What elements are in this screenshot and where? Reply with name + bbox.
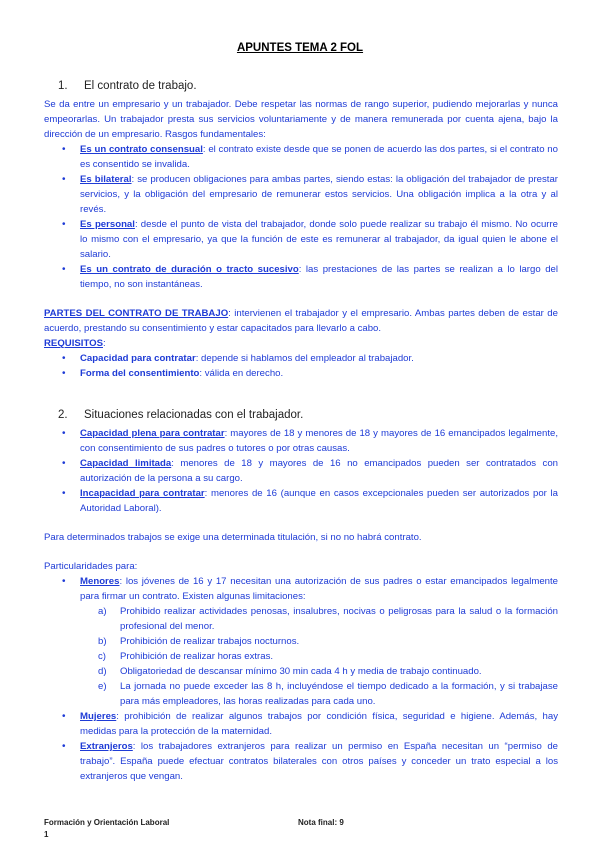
- list-item: [80, 574, 558, 709]
- partes-text: : intervienen el trabajador y el empresario. Ambas partes deben de estar de acuerdo, prestando su consentimiento y estar capacitados para llevarlo a cabo.: [44, 308, 558, 334]
- partes-paragraph: [44, 306, 558, 336]
- list-item: [80, 262, 558, 292]
- extranjeros-text: : los trabajadores extranjeros para realizar un permiso en España necesitan un “permiso de trabajo”. España puede efectuar contratos bilaterales con otros países y conceder un trato especial a los extranjeros que vengan.: [80, 741, 558, 782]
- trait-term: Es un contrato de duración o tracto sucesivo: [80, 264, 299, 275]
- limitacion-item: [98, 649, 558, 664]
- page-number: 1: [44, 830, 49, 839]
- list-item: [80, 709, 558, 739]
- requisitos-term: REQUISITOS: [44, 338, 103, 349]
- list-item: [80, 366, 558, 381]
- trait-text: : desde el punto de vista del trabajador, donde solo puede realizar su trabajo él mismo. No ocurre lo mismo con el empresario, ya que la función de este es remunerar al trabajador, da igual quien le abone el salario.: [80, 219, 559, 260]
- list-item: [80, 739, 558, 784]
- menores-text: : los jóvenes de 16 y 17 necesitan una autorización de sus padres o estar emancipados legalmente para firmar un contrato. Existen algunas limitaciones:: [80, 576, 558, 602]
- list-item: [80, 426, 558, 456]
- requisito-text: : depende si hablamos del empleador al trabajador.: [195, 353, 414, 364]
- trait-term: Es personal: [80, 219, 135, 230]
- document-body: [44, 78, 558, 784]
- section-1-number: 1.: [58, 80, 68, 92]
- titulacion-paragraph: Para determinados trabajos se exige una determinada titulación, si no no habrá contrato.: [44, 532, 422, 543]
- limitacion-item: [98, 664, 558, 679]
- particularidades-label: Particularidades para:: [44, 561, 138, 572]
- limitacion-item: [98, 679, 558, 709]
- limitacion-marker: b): [98, 636, 107, 647]
- section-2-title: Situaciones relacionadas con el trabajador.: [84, 409, 304, 421]
- limitacion-text: Prohibido realizar actividades penosas, insalubres, nocivas o peligrosas para la salud o la formación profesional del menor.: [120, 606, 558, 632]
- capacity-term: Capacidad limitada: [80, 458, 172, 469]
- section-1-title: El contrato de trabajo.: [84, 80, 197, 92]
- requisito-term: Capacidad para contratar: [80, 353, 196, 364]
- footer-grade: Nota final: 9: [298, 818, 344, 827]
- trait-term: Es bilateral: [80, 174, 132, 185]
- trait-term: Es un contrato consensual: [80, 144, 203, 155]
- partes-term: PARTES DEL CONTRATO DE TRABAJO: [44, 308, 229, 319]
- list-item: [80, 486, 558, 516]
- capacity-text: : menores de 16 (aunque en casos excepcionales pueden ser autorizados por la Autoridad Laboral).: [80, 488, 558, 514]
- limitacion-text: Obligatoriedad de descansar mínimo 30 min cada 4 h y media de trabajo continuado.: [120, 666, 482, 677]
- section-1-heading: [58, 78, 558, 94]
- mujeres-term: Mujeres: [80, 711, 117, 722]
- limitacion-text: Prohibición de realizar trabajos nocturnos.: [120, 636, 300, 647]
- footer-subject: Formación y Orientación Laboral: [44, 818, 170, 827]
- list-item: [80, 172, 558, 217]
- limitaciones-list: [80, 604, 558, 709]
- requisito-text: : válida en derecho.: [199, 368, 284, 379]
- requisitos-heading: [44, 336, 558, 351]
- capacity-term: Incapacidad para contratar: [80, 488, 205, 499]
- capacity-list: [44, 426, 558, 516]
- capacity-text: : menores de 18 y mayores de 16 no emancipados pueden ser contratados con autorización de la persona a su cargo.: [80, 458, 558, 484]
- trait-text: : se producen obligaciones para ambas partes, siendo estas: la obligación del trabajador de prestar servicios, y la obligación del empresario de remunerar estos servicios. Una obligación implica a la otra y al revés.: [80, 174, 558, 215]
- limitacion-marker: c): [98, 651, 106, 662]
- document-title: APUNTES TEMA 2 FOL: [236, 42, 364, 54]
- requisitos-list: [44, 351, 558, 381]
- particularidades-list: [44, 574, 558, 784]
- extranjeros-term: Extranjeros: [80, 741, 133, 752]
- traits-list: [44, 142, 558, 292]
- list-item: [80, 217, 558, 262]
- requisitos-colon: :: [103, 338, 106, 349]
- list-item: [80, 351, 558, 366]
- capacity-term: Capacidad plena para contratar: [80, 428, 225, 439]
- trait-text: : las prestaciones de las partes se realizan a lo largo del tiempo, no son instantáneas.: [80, 264, 558, 290]
- trait-text: : el contrato existe desde que se ponen de acuerdo las dos partes, si el contrato no es consentido se invalida.: [80, 144, 558, 170]
- requisito-term: Forma del consentimiento: [80, 368, 200, 379]
- limitacion-text: La jornada no puede exceder las 8 h, incluyéndose el tiempo dedicado a la formación, y si trabajase para más empleadores, las horas realizadas para cada uno.: [120, 681, 558, 707]
- limitacion-text: Prohibición de realizar horas extras.: [120, 651, 274, 662]
- limitacion-item: [98, 634, 558, 649]
- mujeres-text: : prohibición de realizar algunos trabajos por condición física, seguridad e higiene. Además, hay medidas para la protección de la maternidad.: [80, 711, 558, 737]
- limitacion-marker: d): [98, 666, 107, 677]
- section-1-intro: Se da entre un empresario y un trabajador. Debe respetar las normas de rango superior, pudiendo mejorarlas y nunca empeorarlas. Un trabajador presta sus servicios voluntariamente y de manera remunerada por cuenta ajena, bajo la dirección de un empresario. Rasgos fundamentales:: [44, 99, 558, 140]
- list-item: [80, 456, 558, 486]
- capacity-text: : mayores de 18 y menores de 18 y mayores de 16 emancipados legalmente, con consentimiento de sus padres o tutores o por otras causas.: [80, 428, 558, 454]
- section-2-number: 2.: [58, 409, 68, 421]
- list-item: [80, 142, 558, 172]
- limitacion-item: [98, 604, 558, 634]
- menores-term: Menores: [80, 576, 120, 587]
- limitacion-marker: e): [98, 681, 107, 692]
- section-2-heading: [58, 407, 558, 423]
- limitacion-marker: a): [98, 606, 107, 617]
